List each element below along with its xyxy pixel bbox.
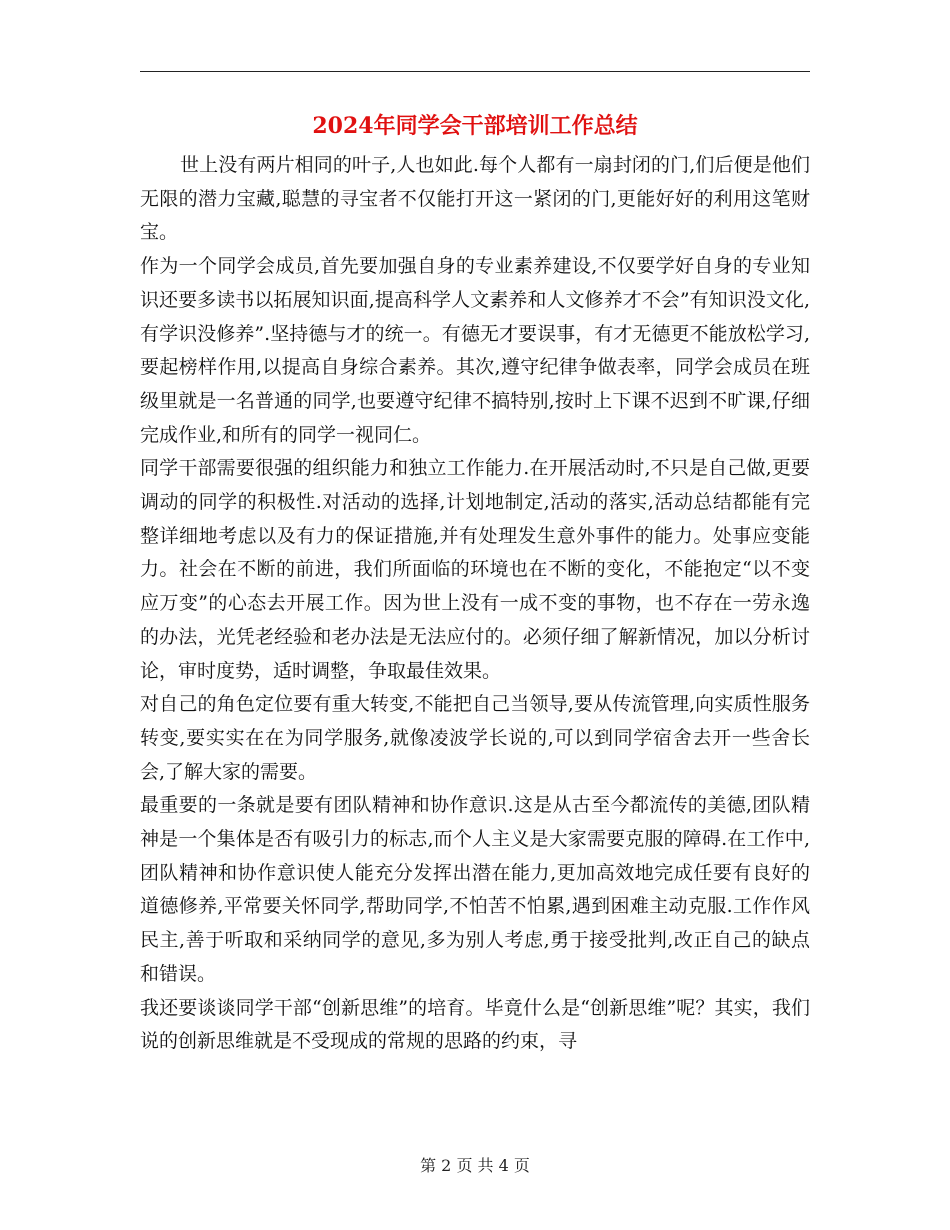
paragraph-4: 对自己的角色定位要有重大转变,不能把自己当领导,要从传流管理,向实质性服务转变,要实实在在为同学服务,就像凌波学长说的,可以到同学宿舍去开一些舍长会,了解大家的需要。 — [140, 693, 810, 783]
paragraph-3: 同学干部需要很强的组织能力和独立工作能力.在开展活动时,不只是自己做,更要调动的同学的积极性.对活动的选择,计划地制定,活动的落实,活动总结都能有完整详细地考虑以及有力的保证措施,并有处理发生意外事件的能力。处事应变能力。社会在不断的前进，我们所面临的环境也在不断的变化，不能抱定“以不变应万变”的心态去开展工作。因为世上没有一成不变的事物，也不存在一劳永逸的办法，光凭老经验和老办法是无法应付的。必须仔细了解新情况，加以分析讨论，审时度势，适时调整，争取最佳效果。 — [140, 457, 810, 682]
page-footer: 第 2 页 共 4 页 — [420, 1156, 530, 1175]
paragraph-1: 世上没有两片相同的叶子,人也如此.每个人都有一扇封闭的门,们后便是他们无限的潜力宝藏,聪慧的寻宝者不仅能打开这一紧闭的门,更能好好的利用这笔财宝。 — [140, 154, 810, 244]
paragraph-5: 最重要的一条就是要有团队精神和协作意识.这是从古至今都流传的美德,团队精神是一个集体是否有吸引力的标志,而个人主义是大家需要克服的障碍.在工作中,团队精神和协作意识使人能充分发挥出潜在能力,更加高效地完成任要有良好的道德修养,平常要关怀同学,帮助同学,不怕苦不怕累,遇到困难主动克服.工作作风民主,善于听取和采纳同学的意见,多为别人考虑,勇于接受批判,改正自己的缺点和错误。 — [140, 794, 810, 985]
header-rule — [140, 71, 810, 72]
document-body — [140, 149, 810, 1059]
page-title: 2024年同学会干部培训工作总结 — [312, 113, 638, 139]
paragraph-6: 我还要谈谈同学干部“创新思维”的培育。毕竟什么是“创新思维”呢？其实，我们说的创新思维就是不受现成的常规的思路的约束，寻 — [140, 996, 810, 1053]
paragraph-2: 作为一个同学会成员,首先要加强自身的专业素养建设,不仅要学好自身的专业知识还要多读书以拓展知识面,提高科学人文素养和人文修养才不会”有知识没文化,有学识没修养”.坚持德与才的统一。有德无才要误事，有才无德更不能放松学习,要起榜样作用,以提高自身综合素养。其次,遵守纪律争做表率，同学会成员在班级里就是一名普通的同学,也要遵守纪律不搞特别,按时上下课不迟到不旷课,仔细完成作业,和所有的同学一视同仁。 — [140, 255, 810, 446]
